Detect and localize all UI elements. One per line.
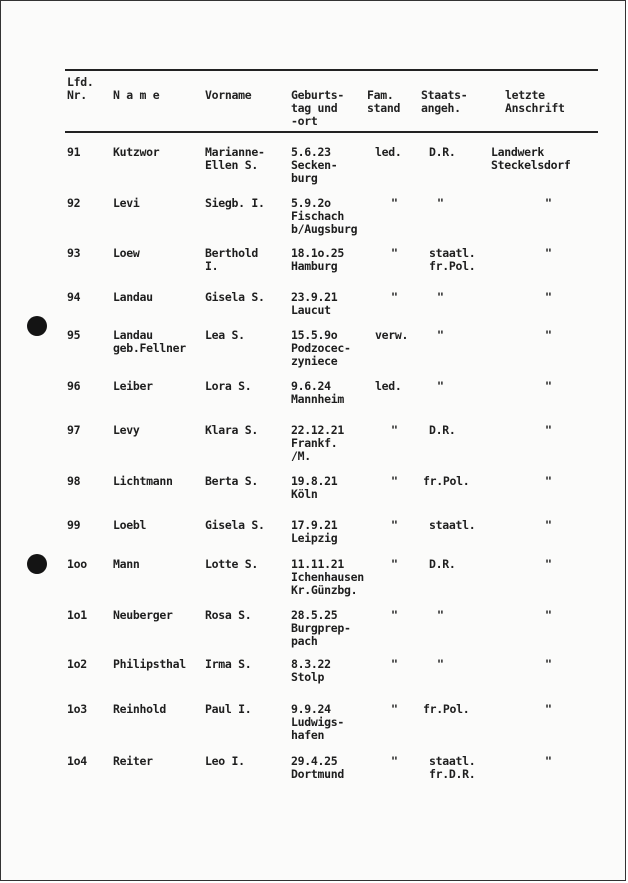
row-anschrift: "	[545, 423, 552, 437]
row-name: Levy	[113, 423, 140, 437]
row-name: Kutzwor	[113, 145, 160, 159]
row-anschrift: "	[545, 657, 552, 671]
row-vorname: Rosa S.	[205, 608, 252, 622]
row-fam-stand: "	[391, 518, 398, 532]
row-staatsangeh: D.R.	[429, 557, 456, 571]
row-geburt: 22.12.21 Frankf. /M.	[291, 423, 344, 463]
row-vorname: Siegb. I.	[205, 196, 265, 210]
row-geburt: 29.4.25 Dortmund	[291, 754, 344, 781]
row-name: Mann	[113, 557, 140, 571]
row-nr: 91	[67, 145, 81, 159]
row-anschrift: "	[545, 379, 552, 393]
row-staatsangeh: staatl.	[429, 518, 476, 532]
row-vorname: Leo I.	[205, 754, 245, 768]
header-lfd-nr: Lfd. Nr.	[67, 75, 94, 102]
row-anschrift: "	[545, 290, 552, 304]
row-fam-stand: "	[391, 423, 398, 437]
row-geburt: 9.6.24 Mannheim	[291, 379, 344, 406]
row-anschrift: "	[545, 702, 552, 716]
row-name: Lichtmann	[113, 474, 173, 488]
row-vorname: Lea S.	[205, 328, 245, 342]
row-name: Leiber	[113, 379, 153, 393]
row-name: Philipsthal	[113, 657, 186, 671]
row-geburt: 18.1o.25 Hamburg	[291, 246, 344, 273]
row-anschrift: "	[545, 754, 552, 768]
row-fam-stand: "	[391, 474, 398, 488]
row-anschrift: "	[545, 328, 552, 342]
row-staatsangeh: D.R.	[429, 145, 456, 159]
header-staatsangeh: Staats- angeh.	[421, 88, 468, 115]
row-fam-stand: "	[391, 196, 398, 210]
row-fam-stand: led.	[375, 379, 402, 393]
row-vorname: Gisela S.	[205, 290, 265, 304]
row-nr: 99	[67, 518, 81, 532]
row-vorname: Berta S.	[205, 474, 258, 488]
row-name: Reiter	[113, 754, 153, 768]
row-anschrift: Landwerk Steckelsdorf	[491, 145, 571, 172]
row-nr: 94	[67, 290, 81, 304]
row-vorname: Marianne- Ellen S.	[205, 145, 265, 172]
punch-hole-top	[27, 316, 47, 336]
row-name: Levi	[113, 196, 140, 210]
row-nr: 1oo	[67, 557, 87, 571]
row-staatsangeh: "	[437, 328, 444, 342]
row-nr: 96	[67, 379, 81, 393]
row-nr: 98	[67, 474, 81, 488]
row-anschrift: "	[545, 518, 552, 532]
row-nr: 92	[67, 196, 81, 210]
row-fam-stand: "	[391, 657, 398, 671]
row-geburt: 28.5.25 Burgprep- pach	[291, 608, 351, 648]
row-fam-stand: "	[391, 754, 398, 768]
row-staatsangeh: "	[437, 379, 444, 393]
row-name: Landau geb.Fellner	[113, 328, 186, 355]
row-name: Loebl	[113, 518, 147, 532]
row-fam-stand: "	[391, 608, 398, 622]
row-staatsangeh: staatl. fr.D.R.	[429, 754, 476, 781]
row-name: Landau	[113, 290, 153, 304]
row-anschrift: "	[545, 608, 552, 622]
punch-hole-bottom	[27, 554, 47, 574]
row-name: Neuberger	[113, 608, 173, 622]
header-name: N a m e	[113, 88, 160, 102]
row-anschrift: "	[545, 474, 552, 488]
row-geburt: 23.9.21 Laucut	[291, 290, 338, 317]
row-geburt: 17.9.21 Leipzig	[291, 518, 338, 545]
row-nr: 1o1	[67, 608, 87, 622]
row-staatsangeh: "	[437, 608, 444, 622]
row-geburt: 5.9.2o Fischach b/Augsburg	[291, 196, 358, 236]
row-vorname: Paul I.	[205, 702, 252, 716]
row-geburt: 19.8.21 Köln	[291, 474, 338, 501]
row-fam-stand: "	[391, 290, 398, 304]
row-fam-stand: "	[391, 246, 398, 260]
header-letzte-anschrift: letzte Anschrift	[505, 88, 565, 115]
header-fam-stand: Fam. stand	[367, 88, 401, 115]
row-geburt: 15.5.9o Podzocec- zyniece	[291, 328, 351, 368]
row-fam-stand: "	[391, 557, 398, 571]
row-vorname: Lotte S.	[205, 557, 258, 571]
row-staatsangeh: fr.Pol.	[423, 702, 470, 716]
row-fam-stand: led.	[375, 145, 402, 159]
row-nr: 1o4	[67, 754, 87, 768]
row-geburt: 8.3.22 Stolp	[291, 657, 331, 684]
row-vorname: Lora S.	[205, 379, 252, 393]
row-nr: 97	[67, 423, 81, 437]
row-name: Loew	[113, 246, 140, 260]
row-anschrift: "	[545, 196, 552, 210]
row-vorname: Berthold I.	[205, 246, 258, 273]
row-nr: 93	[67, 246, 81, 260]
row-vorname: Irma S.	[205, 657, 252, 671]
row-anschrift: "	[545, 557, 552, 571]
row-fam-stand: verw.	[375, 328, 409, 342]
header-geburt: Geburts- tag und -ort	[291, 88, 344, 128]
row-name: Reinhold	[113, 702, 166, 716]
row-geburt: 11.11.21 Ichenhausen Kr.Günzbg.	[291, 557, 364, 597]
row-staatsangeh: "	[437, 196, 444, 210]
row-staatsangeh: staatl. fr.Pol.	[429, 246, 476, 273]
row-staatsangeh: "	[437, 657, 444, 671]
header-rule	[65, 131, 598, 133]
row-nr: 1o3	[67, 702, 87, 716]
row-anschrift: "	[545, 246, 552, 260]
header-vorname: Vorname	[205, 88, 252, 102]
row-staatsangeh: "	[437, 290, 444, 304]
row-staatsangeh: fr.Pol.	[423, 474, 470, 488]
row-geburt: 5.6.23 Secken- burg	[291, 145, 338, 185]
row-fam-stand: "	[391, 702, 398, 716]
row-nr: 95	[67, 328, 81, 342]
row-staatsangeh: D.R.	[429, 423, 456, 437]
top-rule	[65, 69, 598, 71]
row-vorname: Gisela S.	[205, 518, 265, 532]
row-vorname: Klara S.	[205, 423, 258, 437]
row-geburt: 9.9.24 Ludwigs- hafen	[291, 702, 344, 742]
row-nr: 1o2	[67, 657, 87, 671]
